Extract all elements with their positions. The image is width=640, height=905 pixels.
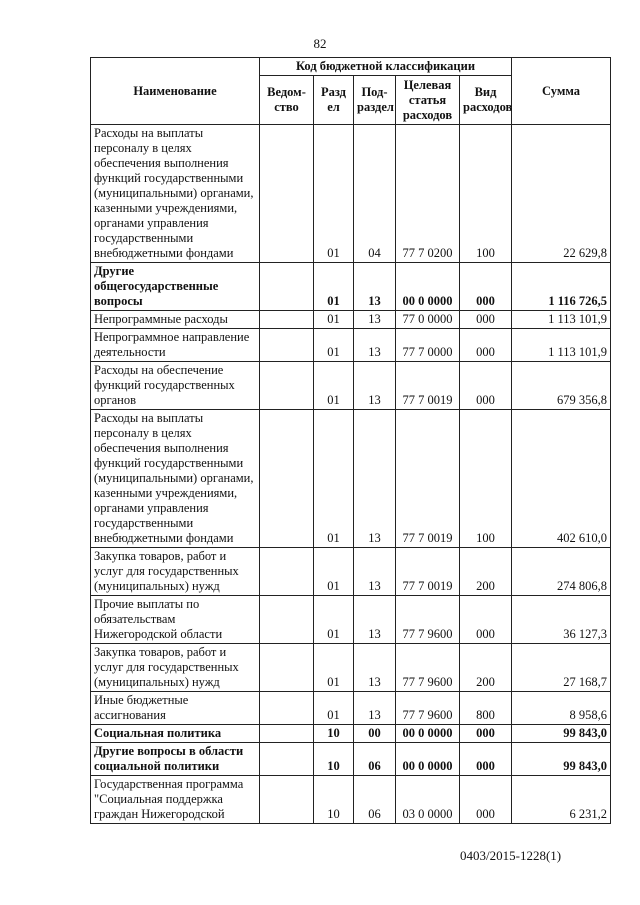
- cell-podrazd: 06: [354, 743, 396, 776]
- header-razd: Разд ел: [314, 76, 354, 125]
- cell-sum: 99 843,0: [512, 725, 611, 743]
- header-podrazd: Под-раздел: [354, 76, 396, 125]
- header-sum: Сумма: [512, 58, 611, 125]
- cell-razd: 01: [314, 410, 354, 548]
- cell-razd: 01: [314, 692, 354, 725]
- table-row: [91, 410, 611, 548]
- table-row: [91, 263, 611, 311]
- cell-name: Расходы на выплаты персоналу в целях обеспечения выполнения функций государственными (муниципальными) органами, казенными учреждениями, органами управления государственными внебюджетными фондами: [91, 125, 260, 263]
- table-row: [91, 125, 611, 263]
- cell-razd: 01: [314, 329, 354, 362]
- cell-podrazd: 13: [354, 596, 396, 644]
- cell-vid: 100: [460, 125, 512, 263]
- cell-razd: 01: [314, 125, 354, 263]
- cell-podrazd: 13: [354, 410, 396, 548]
- cell-podrazd: 00: [354, 725, 396, 743]
- cell-name: Закупка товаров, работ и услуг для государственных (муниципальных) нужд: [91, 548, 260, 596]
- cell-name: Государственная программа "Социальная поддержка граждан Нижегородской: [91, 776, 260, 824]
- cell-target: 03 0 0000: [396, 776, 460, 824]
- cell-target: 77 7 0019: [396, 362, 460, 410]
- cell-ved: [260, 743, 314, 776]
- cell-sum: 6 231,2: [512, 776, 611, 824]
- cell-vid: 000: [460, 329, 512, 362]
- cell-ved: [260, 548, 314, 596]
- table-row: [91, 725, 611, 743]
- cell-target: 77 7 9600: [396, 644, 460, 692]
- cell-razd: 01: [314, 311, 354, 329]
- cell-razd: 01: [314, 596, 354, 644]
- table-row: [91, 362, 611, 410]
- cell-sum: 8 958,6: [512, 692, 611, 725]
- cell-target: 77 7 0000: [396, 329, 460, 362]
- table-row: [91, 311, 611, 329]
- cell-ved: [260, 692, 314, 725]
- cell-razd: 01: [314, 263, 354, 311]
- cell-sum: 27 168,7: [512, 644, 611, 692]
- cell-target: 77 0 0000: [396, 311, 460, 329]
- cell-razd: 10: [314, 743, 354, 776]
- cell-razd: 01: [314, 548, 354, 596]
- cell-vid: 000: [460, 263, 512, 311]
- cell-sum: 36 127,3: [512, 596, 611, 644]
- document-code: 0403/2015-1228(1): [460, 848, 562, 863]
- cell-podrazd: 13: [354, 692, 396, 725]
- cell-sum: 22 629,8: [512, 125, 611, 263]
- cell-podrazd: 06: [354, 776, 396, 824]
- cell-ved: [260, 362, 314, 410]
- table-row: [91, 644, 611, 692]
- cell-vid: 800: [460, 692, 512, 725]
- table-body: [91, 125, 611, 824]
- header-code-group: Код бюджетной классификации: [260, 58, 512, 76]
- cell-sum: 1 113 101,9: [512, 311, 611, 329]
- cell-podrazd: 13: [354, 263, 396, 311]
- cell-vid: 000: [460, 311, 512, 329]
- cell-podrazd: 04: [354, 125, 396, 263]
- cell-vid: 000: [460, 725, 512, 743]
- cell-razd: 01: [314, 644, 354, 692]
- cell-vid: 100: [460, 410, 512, 548]
- header-vid: Вид расходов: [460, 76, 512, 125]
- cell-ved: [260, 125, 314, 263]
- table-row: [91, 743, 611, 776]
- header-target: Целевая статья расходов: [396, 76, 460, 125]
- cell-name: Другие вопросы в области социальной политики: [91, 743, 260, 776]
- cell-ved: [260, 329, 314, 362]
- cell-podrazd: 13: [354, 329, 396, 362]
- cell-razd: 01: [314, 362, 354, 410]
- cell-vid: 200: [460, 644, 512, 692]
- budget-table: [90, 57, 611, 824]
- cell-ved: [260, 311, 314, 329]
- table-row: [91, 692, 611, 725]
- cell-sum: 1 116 726,5: [512, 263, 611, 311]
- header-name: Наименование: [91, 58, 260, 125]
- cell-sum: 402 610,0: [512, 410, 611, 548]
- cell-ved: [260, 410, 314, 548]
- cell-name: Иные бюджетные ассигнования: [91, 692, 260, 725]
- cell-target: 77 7 0200: [396, 125, 460, 263]
- cell-target: 77 7 9600: [396, 692, 460, 725]
- cell-podrazd: 13: [354, 548, 396, 596]
- cell-vid: 000: [460, 362, 512, 410]
- cell-ved: [260, 725, 314, 743]
- cell-name: Расходы на обеспечение функций государственных органов: [91, 362, 260, 410]
- cell-name: Социальная политика: [91, 725, 260, 743]
- cell-vid: 000: [460, 596, 512, 644]
- page-number: 82: [313, 36, 327, 51]
- cell-sum: 274 806,8: [512, 548, 611, 596]
- cell-target: 00 0 0000: [396, 263, 460, 311]
- cell-target: 77 7 0019: [396, 548, 460, 596]
- cell-razd: 10: [314, 725, 354, 743]
- cell-vid: 200: [460, 548, 512, 596]
- cell-name: Закупка товаров, работ и услуг для государственных (муниципальных) нужд: [91, 644, 260, 692]
- table-row: [91, 329, 611, 362]
- cell-name: Непрограммное направление деятельности: [91, 329, 260, 362]
- cell-name: Расходы на выплаты персоналу в целях обеспечения выполнения функций государственными (муниципальными) органами, казенными учреждениями, органами управления государственными внебюджетными фондами: [91, 410, 260, 548]
- table-row: [91, 776, 611, 824]
- cell-razd: 10: [314, 776, 354, 824]
- cell-name: Другие общегосударственные вопросы: [91, 263, 260, 311]
- cell-vid: 000: [460, 743, 512, 776]
- cell-target: 77 7 9600: [396, 596, 460, 644]
- cell-name: Прочие выплаты по обязательствам Нижегородской области: [91, 596, 260, 644]
- cell-ved: [260, 644, 314, 692]
- cell-ved: [260, 776, 314, 824]
- cell-sum: 99 843,0: [512, 743, 611, 776]
- table-row: [91, 596, 611, 644]
- cell-podrazd: 13: [354, 644, 396, 692]
- cell-podrazd: 13: [354, 362, 396, 410]
- cell-name: Непрограммные расходы: [91, 311, 260, 329]
- cell-sum: 679 356,8: [512, 362, 611, 410]
- cell-target: 77 7 0019: [396, 410, 460, 548]
- cell-sum: 1 113 101,9: [512, 329, 611, 362]
- table-row: [91, 548, 611, 596]
- cell-podrazd: 13: [354, 311, 396, 329]
- cell-vid: 000: [460, 776, 512, 824]
- cell-ved: [260, 263, 314, 311]
- cell-target: 00 0 0000: [396, 743, 460, 776]
- header-ved: Ведом-ство: [260, 76, 314, 125]
- cell-ved: [260, 596, 314, 644]
- cell-target: 00 0 0000: [396, 725, 460, 743]
